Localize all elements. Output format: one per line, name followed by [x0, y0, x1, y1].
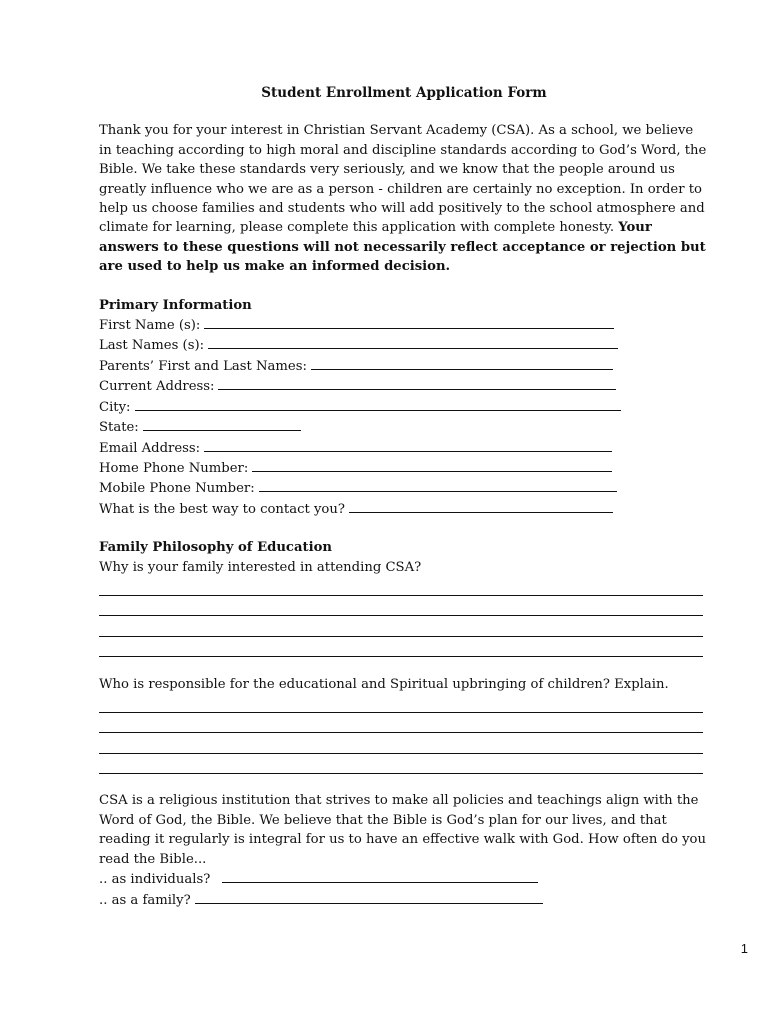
state-input-line[interactable] — [143, 417, 301, 431]
home-phone-field — [99, 458, 709, 478]
page-number: 1 — [740, 941, 748, 956]
last-name-input-line[interactable] — [208, 335, 618, 349]
mobile-phone-input-line[interactable] — [259, 478, 617, 492]
bible-individuals-label: .. as individuals? — [99, 872, 211, 888]
email-address-field — [99, 438, 709, 458]
home-phone-input-line[interactable] — [252, 458, 612, 472]
answer-line[interactable] — [99, 735, 703, 754]
city-label: City: — [99, 399, 131, 415]
email-address-input-line[interactable] — [204, 438, 612, 452]
state-field — [99, 417, 709, 437]
spacer — [99, 659, 709, 675]
bible-paragraph: CSA is a religious institution that strives to make all policies and teachings align with the Word of God, the Bible. We believe that the Bible is God’s plan for our lives, and that reading it regularly is integral for us to have an effective walk with God. How often do you read the Bible... — [99, 793, 706, 867]
form-page — [99, 84, 709, 910]
mobile-phone-label: Mobile Phone Number: — [99, 481, 255, 497]
answer-line[interactable] — [99, 577, 703, 596]
contact-preference-input-line[interactable] — [349, 499, 613, 513]
current-address-input-line[interactable] — [218, 376, 616, 390]
form-title: Student Enrollment Application Form — [261, 85, 547, 101]
answer-line[interactable] — [99, 618, 703, 637]
current-address-field — [99, 376, 709, 396]
intro-paragraph — [99, 121, 709, 276]
parents-names-field — [99, 356, 709, 376]
bible-individuals-input-line[interactable] — [222, 869, 538, 883]
answer-responsibility — [99, 694, 709, 774]
intro-text: Thank you for your interest in Christian Servant Academy (CSA). As a school, we believe in teaching according to high moral and discipline standards according to God’s Word, the Bible. We take these standards very seriously, and we know that the people around us greatly influence who we are as a person - children are certainly no exception. In order to help us choose families and students who will add positively to the school atmosphere and climate for learning, please complete this application with complete honesty. — [99, 123, 707, 236]
last-name-field — [99, 335, 709, 355]
current-address-label: Current Address: — [99, 379, 215, 395]
contact-preference-field — [99, 499, 709, 519]
city-input-line[interactable] — [135, 397, 621, 411]
parents-names-input-line[interactable] — [311, 356, 613, 370]
email-address-label: Email Address: — [99, 440, 201, 456]
answer-line[interactable] — [99, 597, 703, 616]
answer-line[interactable] — [99, 638, 703, 657]
bible-family-label: .. as a family? — [99, 892, 191, 908]
city-field — [99, 397, 709, 417]
last-name-label: Last Names (s): — [99, 338, 205, 354]
bible-family-input-line[interactable] — [195, 890, 543, 904]
bible-family-field — [99, 890, 709, 910]
spacer — [99, 775, 709, 791]
bible-individuals-field — [99, 869, 709, 889]
primary-information-heading: Primary Information — [99, 297, 252, 313]
home-phone-label: Home Phone Number: — [99, 460, 249, 476]
family-philosophy-heading: Family Philosophy of Education — [99, 540, 332, 556]
first-name-label: First Name (s): — [99, 318, 201, 334]
answer-why-csa — [99, 577, 709, 657]
answer-line[interactable] — [99, 694, 703, 713]
first-name-field — [99, 315, 709, 335]
answer-line[interactable] — [99, 755, 703, 774]
mobile-phone-field — [99, 478, 709, 498]
answer-line[interactable] — [99, 714, 703, 733]
primary-information-fields — [99, 315, 709, 519]
state-label: State: — [99, 420, 139, 436]
first-name-input-line[interactable] — [204, 315, 614, 329]
parents-names-label: Parents’ First and Last Names: — [99, 358, 307, 374]
contact-preference-label: What is the best way to contact you? — [99, 501, 345, 517]
intro-bold-text: Your answers to these questions will not necessarily reflect acceptance or rejection but are used to help us make an informed decision. — [99, 220, 706, 275]
question-why-csa: Why is your family interested in attending CSA? — [99, 559, 422, 575]
question-responsibility: Who is responsible for the educational and Spiritual upbringing of children? Explain. — [99, 676, 669, 692]
